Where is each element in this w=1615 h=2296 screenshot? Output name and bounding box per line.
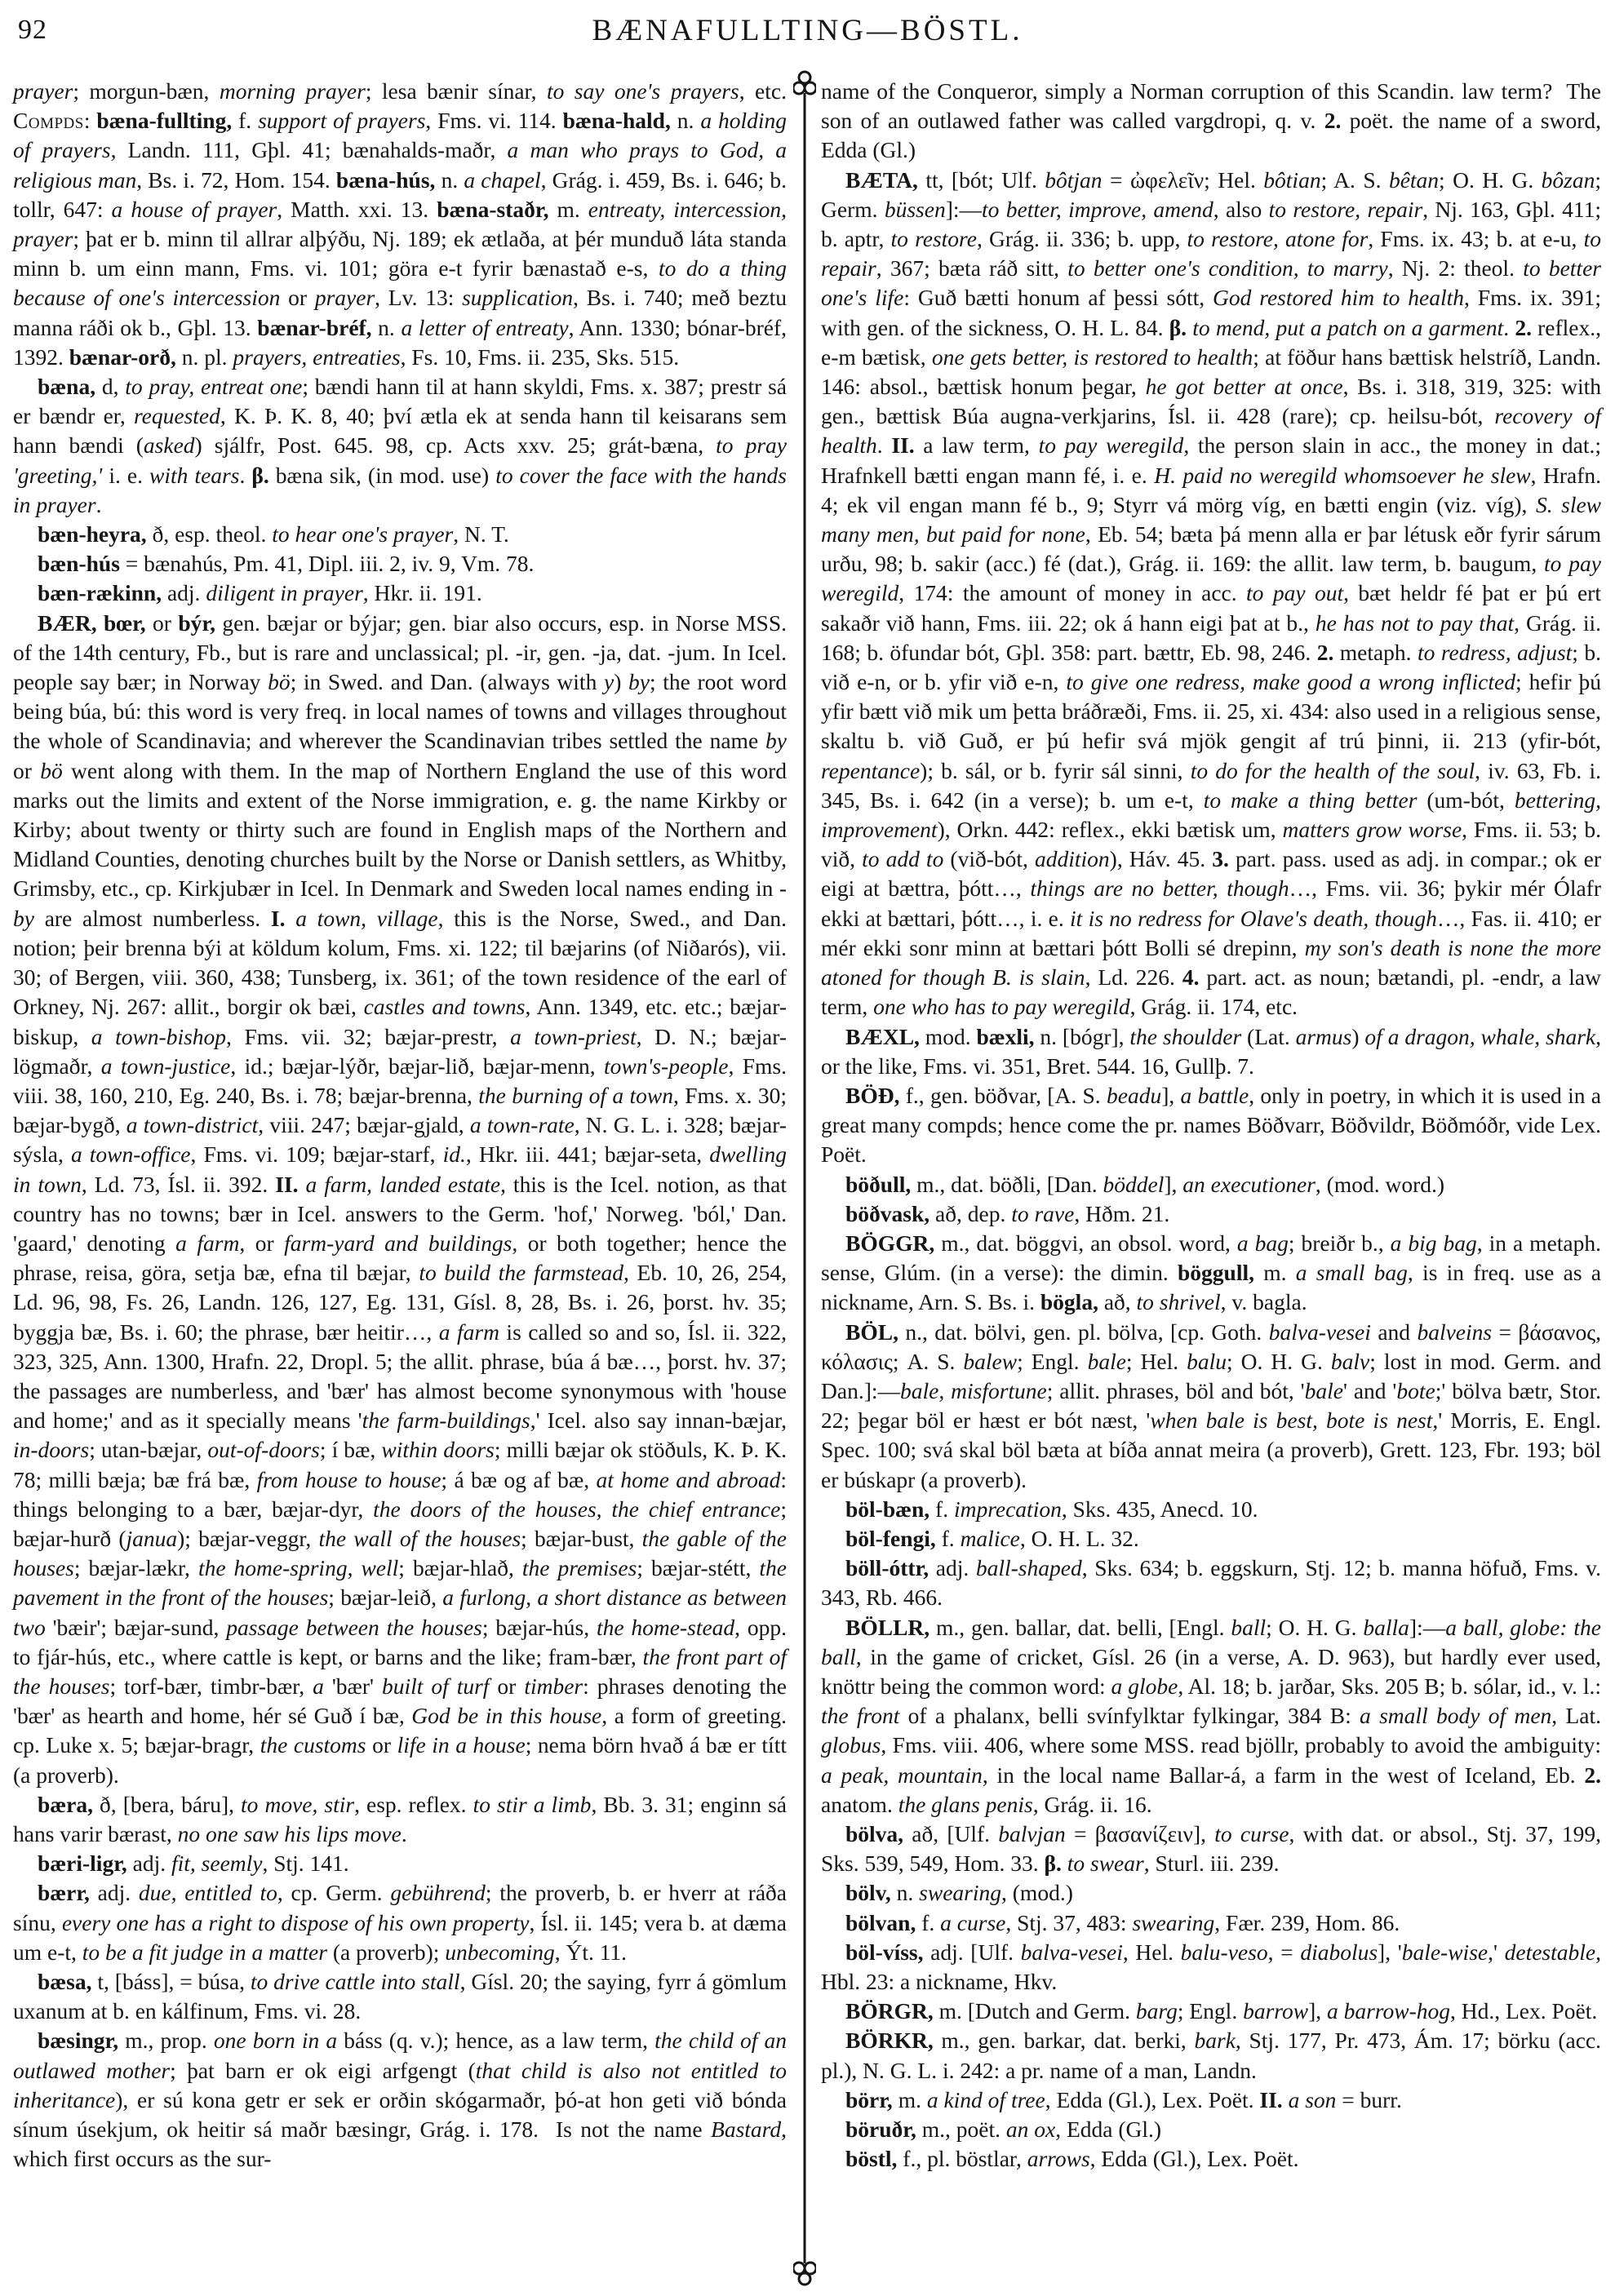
right-entry-21: böstl, f., pl. böstlar, arrows, Edda (Gl.), Lex. Poët. xyxy=(845,2146,1299,2172)
column-divider xyxy=(793,70,816,2286)
left-entry-7: bæra, ð, [bera, báru], to move, stir, esp. reflex. to stir a limb, Bb. 3. 31; enginn sá hans varir bærast, no one saw his lips move. xyxy=(13,1791,787,1846)
right-entry-9: böl-bæn, f. imprecation, Sks. 435, Anecd. 10. xyxy=(845,1496,1258,1522)
right-entry-12: BÖLLR, m., gen. ballar, dat. belli, [Engl. ball; O. H. G. balla]:—a ball, globe: the ball, in the game of cricket, Gísl. 26 (in a verse, A. D. 963), but hardly ever used, knöttr being the common word: a globe, Al. 18; b. jarðar, Sks. 205 B; b. sólar, id., v. l.: the front of a phalanx, belli svínfylktar fylkingar, 384 B: a small body of men, Lat. globus, Fms. viii. 406, where some MSS. read bjöllr, probably to avoid the ambiguity: a peak, mountain, in the local name Ballar-á, a farm in the west of Iceland, Eb. 2. anatom. the glans penis, Grág. ii. 16. xyxy=(821,1614,1602,1817)
right-entry-5: böðull, m., dat. böðli, [Dan. böddel], an executioner, (mod. word.) xyxy=(845,1171,1445,1197)
right-column xyxy=(821,77,1601,2174)
left-entry-9: bærr, adj. due, entitled to, cp. Germ. gebührend; the proverb, b. er hverr at ráða sínu, every one has a right to dispose of his own property, Ísl. ii. 145; vera b. at dæma um e-t, to be a fit judge in a matter (a proverb); unbecoming, Ýt. 11. xyxy=(13,1880,787,1965)
left-entry-10: bæsa, t, [báss], = búsa, to drive cattle into stall, Gísl. 20; the saying, fyrr á gömlum uxanum at b. en kálfinum, Fms. vi. 28. xyxy=(13,1969,787,2024)
right-entry-16: böl-víss, adj. [Ulf. balva-vesei, Hel. balu-veso, = diabolus], 'bale-wise,' detestable, Hbl. 23: a nickname, Hkv. xyxy=(821,1939,1601,1994)
trefoil-top-icon xyxy=(793,72,816,94)
left-entry-5: bæn-rækinn, adj. diligent in prayer, Hkr. ii. 191. xyxy=(38,580,482,606)
right-entry-15: bölvan, f. a curse, Stj. 37, 483: swearing, Fær. 239, Hom. 86. xyxy=(845,1909,1400,1935)
right-entry-19: börr, m. a kind of tree, Edda (Gl.), Lex. Poët. II. a son = burr. xyxy=(845,2086,1402,2112)
right-entry-1: name of the Conqueror, simply a Norman corruption of this Scandin. law term? The son of an outlawed father was called vargdropi, q. v. 2. poët. the name of a sword, Edda (Gl.) xyxy=(821,78,1602,163)
left-entry-11: bæsingr, m., prop. one born in a báss (q. v.); hence, as a law term, the child of an outlawed mother; þat barn er ok eigi arfgengt (that child is also not entitled to inheritance), er sú kona getr er sek er orðin skógarmaðr, þó-at hon geti við bónda sínum úsekjum, ok heitir sá maðr bæsingr, Grág. i. 178. Is not the name Bastard, which first occurs as the sur- xyxy=(13,2028,787,2172)
right-entry-3: BÆXL, mod. bæxli, n. [bógr], the shoulder (Lat. armus) of a dragon, whale, shark, or the like, Fms. vi. 351, Bret. 544. 16, Gullþ. 7. xyxy=(821,1023,1601,1079)
right-entry-14: bölv, n. swearing, (mod.) xyxy=(845,1880,1073,1906)
right-entry-11: böll-óttr, adj. ball-shaped, Sks. 634; b. eggskurn, Stj. 12; b. manna höfuð, Fms. v. 343, Rb. 466. xyxy=(821,1555,1601,1611)
right-entry-18: BÖRKR, m., gen. barkar, dat. berki, bark, Stj. 177, Pr. 473, Ám. 17; börku (acc. pl.), N. G. L. i. 242: a pr. name of a man, Landn. xyxy=(821,2028,1601,2083)
left-entry-8: bæri-ligr, adj. fit, seemly, Stj. 141. xyxy=(38,1851,349,1877)
right-entry-10: böl-fengi, f. malice, O. H. L. 32. xyxy=(845,1525,1139,1551)
left-entry-1: prayer; morgun-bæn, morning prayer; lesa bænir sínar, to say one's prayers, etc. Compds: bæna-fullting, f. support of prayers, Fms. vi. 114. bæna-hald, n. a holding of prayers, Landn. 111, Gþl. 41; bænahalds-maðr, a man who prays to God, a religious man, Bs. i. 72, Hom. 154. bæna-hús, n. a chapel, Grág. i. 459, Bs. i. 646; b. tollr, 647: a house of prayer, Matth. xxi. 13. bæna-staðr, m. entreaty, intercession, prayer; þat er b. minn til allrar alþýðu, Nj. 189; ek ætlaða, at þér munduð láta standa minn b. um einn mann, Fms. vi. 101; göra e-t fyrir bænastað e-s, to do a thing because of one's intercession or prayer, Lv. 13: supplication, Bs. i. 740; með beztu manna ráði ok b., Gþl. 13. bænar-bréf, n. a letter of entreaty, Ann. 1330; bónar-bréf, 1392. bænar-orð, n. pl. prayers, entreaties, Fs. 10, Fms. ii. 235, Sks. 515. xyxy=(13,78,788,370)
right-entry-7: BÖGGR, m., dat. böggvi, an obsol. word, a bag; breiðr b., a big bag, in a metaph. sense, Glúm. (in a verse): the dimin. böggull, m. a small bag, is in freq. use as a nickname, Arn. S. Bs. i. bögla, að, to shrivel, v. bagla. xyxy=(821,1230,1602,1315)
left-entry-3: bæn-heyra, ð, esp. theol. to hear one's prayer, N. T. xyxy=(38,521,509,547)
left-entry-4: bæn-hús = bænahús, Pm. 41, Dipl. iii. 2, iv. 9, Vm. 78. xyxy=(38,551,535,577)
page-title: BÆNAFULLTING—BÖSTL. xyxy=(592,14,1023,47)
left-column xyxy=(13,77,787,2174)
right-entry-6: böðvask, að, dep. to rave, Hðm. 21. xyxy=(845,1200,1170,1226)
right-entry-13: bölva, að, [Ulf. balvjan = βασανίζειν], to curse, with dat. or absol., Stj. 37, 199, Sks. 539, 549, Hom. 33. β. to swear, Sturl. iii. 239. xyxy=(821,1820,1601,1877)
trefoil-bottom-icon xyxy=(793,2263,816,2285)
right-entry-4: BÖÐ, f., gen. böðvar, [A. S. beadu], a battle, only in poetry, in which it is used in a great many compds; hence come the pr. names Böðvarr, Böðvildr, Böðmóðr, vide Lex. Poët. xyxy=(821,1082,1601,1168)
left-entry-6: BÆR, bœr, or býr, gen. bæjar or býjar; gen. biar also occurs, esp. in Norse MSS. of the 14th century, Fb., but is rare and unclassical; pl. -ir, gen. -ja, dat. -jum. In Icel. people say bær; in Norway bö; in Swed. and Dan. (always with y) by; the root word being búa, bú: this word is very freq. in local names of towns and villages throughout the whole of Scandinavia; and wherever the Scandinavian tribes settled the name by or bö went along with them. In the map of Northern England the use of this word marks out the limits and extent of the Norse immigration, e. g. the name Kirkby or Kirby; about twenty or thirty such are found in English maps of the Northern and Midland Counties, denoting churches built by the Norse or Danish settlers, as Whitby, Grimsby, etc., cp. Kirkjubær in Icel. In Denmark and Sweden local names ending in -by are almost numberless. I. a town, village, this is the Norse, Swed., and Dan. notion; þeir brenna býi at köldum kolum, Fms. xi. 122; til bæjarins (of Niðarós), vii. 30; of Bergen, viii. 360, 438; Tunsberg, ix. 361; of the town residence of the earl of Orkney, Nj. 267: allit., borgir ok bæi, castles and towns, Ann. 1349, etc. etc.; bæjar-biskup, a town-bishop, Fms. vii. 32; bæjar-prestr, a town-priest, D. N.; bæjar-lögmaðr, a town-justice, id.; bæjar-lýðr, bæjar-lið, bæjar-menn, town's-people, Fms. viii. 38, 160, 210, Eg. 240, Bs. i. 78; bæjar-brenna, the burning of a town, Fms. x. 30; bæjar-bygð, a town-district, viii. 247; bæjar-gjald, a town-rate, N. G. L. i. 328; bæjar-sýsla, a town-office, Fms. vi. 109; bæjar-starf, id., Hkr. iii. 441; bæjar-seta, dwelling in town, Ld. 73, Ísl. ii. 392. II. a farm, landed estate, this is the Icel. notion, as that country has no towns; bær in Icel. answers to the Germ. 'hof,' Norweg. 'ból,' Dan. 'gaard,' denoting a farm, or farm-yard and buildings, or both together; hence the phrase, reisa, göra, setja bæ, efna til bæjar, to build the farmstead, Eb. 10, 26, 254, Ld. 96, 98, Fs. 26, Landn. 126, 127, Eg. 131, Gísl. 8, 28, Bs. i. 26, þorst. hv. 35; byggja bæ, Bs. i. 60; the phrase, bær heitir…, a farm is called so and so, Ísl. ii. 322, 323, 325, Ann. 1300, Hrafn. 22, Dropl. 5; the allit. phrase, búa á bæ…, þorst. hv. 37; the passages are numberless, and 'bær' has almost become synonymous with 'house and home;' and as it specially means 'the farm-buildings,' Icel. also say innan-bæjar, in-doors; utan-bæjar, out-of-doors; í bæ, within doors; milli bæjar ok stöðuls, K. Þ. K. 78; milli bæja; bæ frá bæ, from house to house; á bæ og af bæ, at home and abroad: things belonging to a bær, bæjar-dyr, the doors of the houses, the chief entrance; bæjar-hurð (janua); bæjar-veggr, the wall of the houses; bæjar-bust, the gable of the houses; bæjar-lækr, the home-spring, well; bæjar-hlað, the premises; bæjar-stétt, the pavement in the front of the houses; bæjar-leið, a furlong, a short distance as between two 'bæir'; bæjar-sund, passage between the houses; bæjar-hús, the home-stead, opp. to fjár-hús, etc., where cattle is kept, or barns and the like; fram-bær, the front part of the houses; torf-bær, timbr-bær, a 'bær' built of turf or timber: phrases denoting the 'bær' as hearth and home, hér sé Guð í bæ, God be in this house, a form of greeting. cp. Luke x. 5; bæjar-bragr, the customs or life in a house; nema börn hvað á bæ er títt (a proverb). xyxy=(13,609,788,1788)
left-entry-2: bæna, d, to pray, entreat one; bændi hann til at hann skyldi, Fms. x. 387; prestr sá er bændr er, requested, K. Þ. K. 8, 40; því ætla ek at senda hann til keisarans sem hann bændi (asked) sjálfr, Post. 645. 98, cp. Acts xxv. 25; grát-bæna, to pray 'greeting,' i. e. with tears. β. bæna sik, (in mod. use) to cover the face with the hands in prayer. xyxy=(13,374,788,517)
right-entry-8: BÖL, n., dat. bölvi, gen. pl. bölva, [cp. Goth. balva-vesei and balveins = βάσανος, κόλασις; A. S. balew; Engl. bale; Hel. balu; O. H. G. balv; lost in mod. Germ. and Dan.]:—bale, misfortune; allit. phrases, böl and bót, 'bale' and 'bote;' bölva bætr, Stor. 22; þegar böl er hæst er bót næst, 'when bale is best, bote is nest,' Morris, E. Engl. Spec. 100; svá skal böl bæta at bíða annat meira (a proverb), Grett. 123, Fbr. 193; böl er búskapr (a proverb). xyxy=(821,1319,1601,1492)
right-entry-20: böruðr, m., poët. an ox, Edda (Gl.) xyxy=(845,2116,1162,2143)
right-entry-17: BÖRGR, m. [Dutch and Germ. barg; Engl. barrow], a barrow-hog, Hd., Lex. Poët. xyxy=(845,1998,1598,2024)
page-number: 92 xyxy=(18,15,47,45)
right-entry-2: BÆTA, tt, [bót; Ulf. bôtjan = ὠφελεῖν; Hel. bôtian; A. S. bêtan; O. H. G. bôzan; Germ. büssen]:—to better, improve, amend, also to restore, repair, Nj. 163, Gþl. 411; b. aptr, to restore, Grág. ii. 336; b. upp, to restore, atone for, Fms. ix. 43; b. at e-u, to repair, 367; bæta ráð sitt, to better one's condition, to marry, Nj. 2: theol. to better one's life: Guð bætti honum af þessi sótt, God restored him to health, Fms. ix. 391; with gen. of the sickness, O. H. L. 84. β. to mend, put a patch on a garment. 2. reflex., e-m bætisk, one gets better, is restored to health; at föður hans bættisk helstríð, Landn. 146: absol., bættisk honum þegar, he got better at once, Bs. i. 318, 319, 325: with gen., bættisk Búa augna-verkjarins, Ísl. ii. 428 (rare); cp. heilsu-bót, recovery of health. II. a law term, to pay weregild, the person slain in acc., the money in dat.; Hrafnkell bætti engan mann fé, i. e. H. paid no weregild whomsoever he slew, Hrafn. 4; ek vil engan mann fé b., 9; Styrr vá mörg víg, en bætti engin (viz. víg), S. slew many men, but paid for none, Eb. 54; bæta þá menn alla er þar létusk eðr fyrir sárum urðu, 98; b. sakir (acc.) fé (dat.), Grág. ii. 169: the allit. law term, b. baugum, to pay weregild, 174: the amount of money in acc. to pay out, bæt heldr fé þat er þú ert sakaðr við hann, Fms. iii. 22; ok á hann eigi þat at b., he has not to pay that, Grág. ii. 168; b. öfundar bót, Gþl. 358: part. bættr, Eb. 98, 246. 2. metaph. to redress, adjust; b. við e-n, or b. yfir við e-n, to give one redress, make good a wrong inflicted; hefir þú yfir bætt við mik um þetta bráðræði, Fms. ii. 25, xi. 434: also used in a religious sense, skaltu b. við Guð, er þú hefir svá mjök gengit af trú þinni, ii. 213 (yfir-bót, repentance); b. sál, or b. fyrir sál sinni, to do for the health of the soul, iv. 63, Fb. i. 345, Bs. i. 642 (in a verse); b. um e-t, to make a thing better (um-bót, bettering, improvement), Orkn. 442: reflex., ekki bætisk um, matters grow worse, Fms. ii. 53; b. við, to add to (við-bót, addition), Háv. 45. 3. part. pass. used as adj. in compar.; ok er eigi at bættra, þótt…, things are no better, though…, Fms. vii. 36; þykir mér Ólafr ekki at bættari, þótt…, i. e. it is no redress for Olave's death, though…, Fas. ii. 410; er mér ekki sonr minn at bættari þótt Bolli sé drepinn, my son's death is none the more atoned for though B. is slain, Ld. 226. 4. part. act. as noun; bætandi, pl. -endr, a law term, one who has to pay weregild, Grág. ii. 174, etc. xyxy=(821,166,1602,1020)
